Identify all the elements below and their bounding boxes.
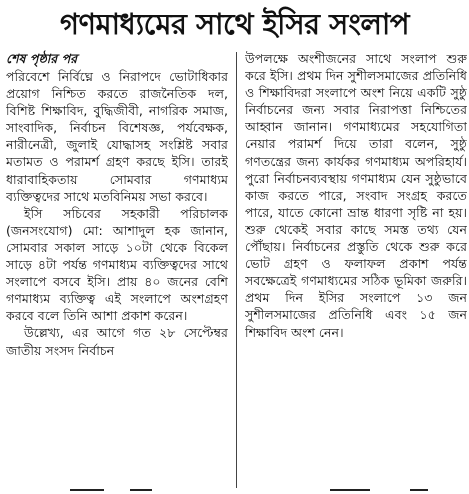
article-column-right xyxy=(245,50,467,494)
article-body xyxy=(6,50,467,494)
article-column-left xyxy=(6,50,228,494)
article-paragraph: পরিবেশে নির্বিঘ্নে ও নিরাপদে ভোটাধিকার প্রয়োগ নিশ্চিত করতে রাজনৈতিক দল, বিশিষ্ট শিক্ষাবিদ, বুদ্ধিজীবী, নাগরিক সমাজ, সাংবাদিক, নির্বাচন বিশেষজ্ঞ, পর্যবেক্ষক, নারীনেত্রী, জুলাই যোদ্ধাসহ সংশ্লিষ্ট সবার মতামত ও পরামর্শ গ্রহণ করছে ইসি। তারই ধারাবাহিকতায় সোমবার গণমাধ্যম ব্যক্তিত্বদের সাথে মতবিনিময় সভা করবে। xyxy=(6,69,228,204)
column-divider xyxy=(236,52,237,488)
article-headline: গণমাধ্যমের সাথে ইসির সংলাপ xyxy=(59,7,410,41)
clipped-next-article-edge xyxy=(0,486,469,494)
article-paragraph: উপলক্ষে অংশীজনের সাথে সংলাপ শুরু করে ইসি। প্রথম দিন সুশীলসমাজের প্রতিনিধি ও শিক্ষাবিদরা সংলাপে অংশ নিয়ে একটি সুষ্ঠু নির্বাচনের জন্য সবার নিরাপত্তা নিশ্চিতের আহ্বান জানান। গণমাধ্যমের সহযোগিতা নেয়ার পরামর্শ দিয়ে তারা বলেন, সুষ্ঠু গণতন্ত্রের জন্য কার্যকর গণমাধ্যম অপরিহার্য। পুরো নির্বাচনব্যবস্থায় গণমাধ্যম যেন সুষ্ঠুভাবে কাজ করতে পারে, সংবাদ সংগ্রহ করতে পারে, যাতে কোনো ভ্রান্ত ধারণা সৃষ্টি না হয়। শুরু থেকেই সবার কাছে সমস্ত তথ্য যেন পৌঁছায়। নির্বাচনের প্রস্তুতি থেকে শুরু করে ভোট গ্রহণ ও ফলাফল প্রকাশ পর্যন্ত সবক্ষেত্রেই গণমাধ্যমের সঠিক ভূমিকা জরুরি। প্রথম দিন ইসির সংলাপে ১৩ জন সুশীলসমাজের প্রতিনিধি এবং ১৫ জন শিক্ষাবিদ অংশ নেন। xyxy=(245,51,467,340)
article-paragraph: উল্লেখ্য, এর আগে গত ২৮ সেপ্টেম্বর জাতীয় সংসদ নির্বাচন xyxy=(6,325,228,358)
article-paragraph: ইসি সচিবের সহকারী পরিচালক (জনসংযোগ) মো: আশাদুল হক জানান, সোমবার সকাল সাড়ে ১০টা থেকে বিকেল সাড়ে ৪টা পর্যন্ত গণমাধ্যম ব্যক্তিত্বদের সাথে সংলাপে বসবে ইসি। প্রায় ৪০ জনের বেশি গণমাধ্যম ব্যক্তিত্ব এই সংলাপে অংশগ্রহণ করবে বলে তিনি আশা প্রকাশ করেন। xyxy=(6,205,228,324)
continued-from-label: শেষ পৃষ্ঠার পর xyxy=(6,51,78,66)
